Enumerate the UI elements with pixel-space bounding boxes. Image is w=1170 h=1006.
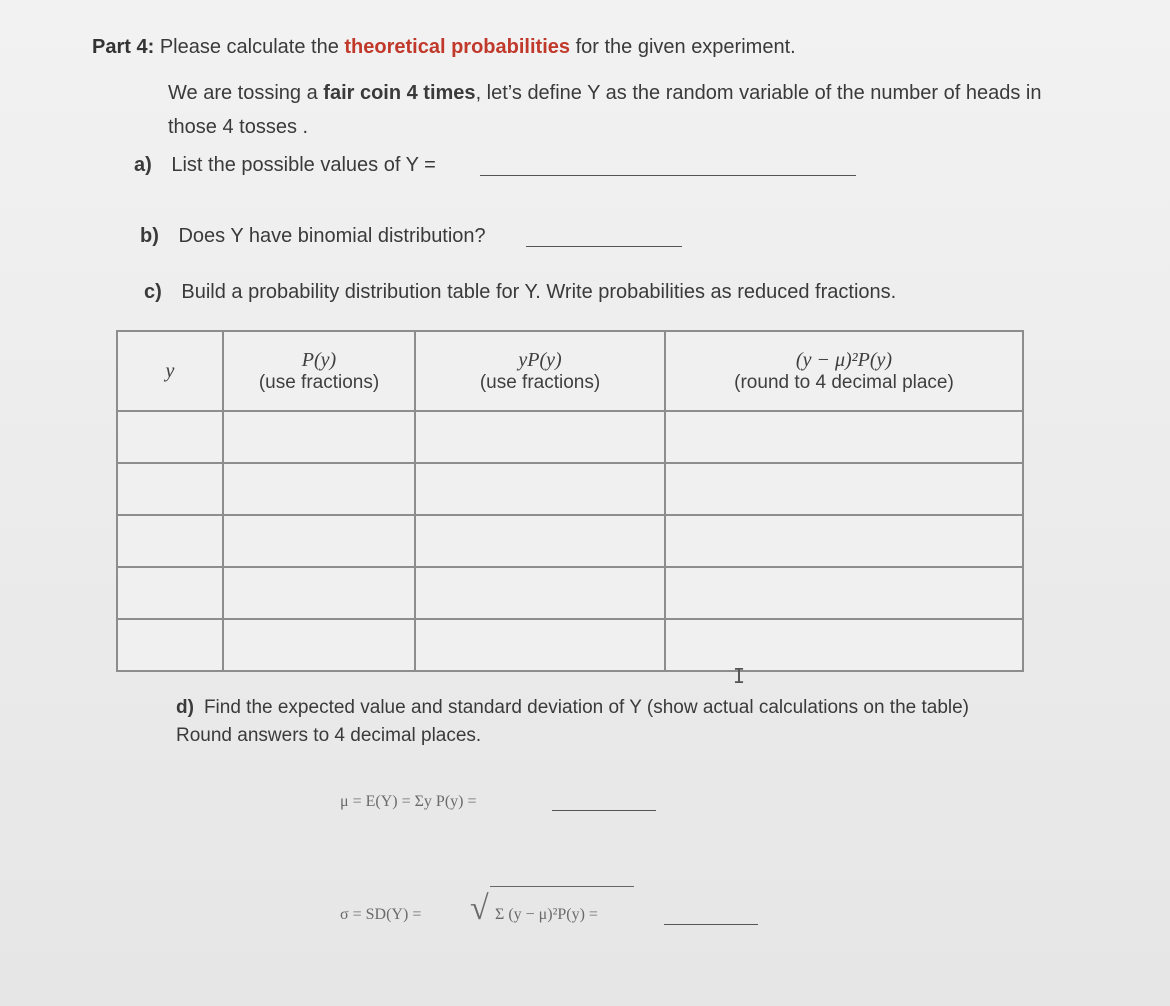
table-row xyxy=(117,619,1023,671)
intro-bold: fair coin 4 times xyxy=(323,82,476,104)
table-cell[interactable] xyxy=(665,411,1023,463)
sd-answer-blank[interactable] xyxy=(664,924,758,925)
question-c-label: c) xyxy=(144,281,162,303)
answer-a-blank[interactable] xyxy=(480,175,856,176)
table-cell[interactable] xyxy=(665,567,1023,619)
table-cell[interactable] xyxy=(117,515,223,567)
question-b-label: b) xyxy=(140,225,159,247)
sqrt-overbar xyxy=(490,886,634,887)
header-ypy xyxy=(415,331,665,411)
header-variance-formula: (y − μ)²P(y) xyxy=(795,348,893,371)
table-cell[interactable] xyxy=(415,567,665,619)
header-py-formula: P(y) xyxy=(301,348,337,371)
table-row xyxy=(117,463,1023,515)
table-row xyxy=(117,567,1023,619)
table-cell[interactable] xyxy=(223,567,415,619)
part-highlight: theoretical probabilities xyxy=(344,36,570,58)
table-cell[interactable] xyxy=(223,515,415,567)
table-cell[interactable] xyxy=(665,463,1023,515)
intro-text-2: , let’s define Y as the random variable of the number of heads in those 4 tosses . xyxy=(168,82,1042,138)
text-cursor-glyph: I xyxy=(733,664,746,688)
table-row xyxy=(117,411,1023,463)
table-cell[interactable] xyxy=(415,411,665,463)
table-cell[interactable] xyxy=(117,411,223,463)
probability-table xyxy=(116,330,1024,672)
question-d xyxy=(176,694,976,750)
table-row xyxy=(117,515,1023,567)
question-c xyxy=(144,281,896,304)
question-d-text: Find the expected value and standard deviation of Y (show actual calculations on the table) Round answers to 4 decimal places. xyxy=(176,697,970,746)
part-text-before: Please calculate the xyxy=(159,36,339,58)
mean-formula: μ = E(Y) = Σy P(y) = xyxy=(340,793,477,810)
header-y-formula: y xyxy=(165,359,175,382)
table-cell[interactable] xyxy=(117,463,223,515)
header-py-note: (use fractions) xyxy=(258,371,380,393)
question-b-text: Does Y have binomial distribution? xyxy=(178,225,486,247)
table-cell[interactable] xyxy=(117,567,223,619)
intro-paragraph xyxy=(168,76,1048,144)
header-py xyxy=(223,331,415,411)
question-a-text: List the possible values of Y = xyxy=(171,154,436,176)
table-cell[interactable] xyxy=(415,619,665,671)
table-cell[interactable] xyxy=(415,515,665,567)
part-heading xyxy=(92,36,796,59)
question-a-label: a) xyxy=(134,154,152,176)
sqrt-symbol: √ xyxy=(470,890,489,927)
header-variance-note: (round to 4 decimal place) xyxy=(734,371,954,393)
question-c-text: Build a probability distribution table for Y. Write probabilities as reduced fractions. xyxy=(181,281,897,303)
header-variance-term xyxy=(665,331,1023,411)
table-cell[interactable] xyxy=(415,463,665,515)
mean-answer-blank[interactable] xyxy=(552,810,656,811)
header-ypy-formula: yP(y) xyxy=(518,348,562,371)
table-cell[interactable] xyxy=(223,411,415,463)
header-ypy-note: (use fractions) xyxy=(479,371,601,393)
table-cell[interactable] xyxy=(665,515,1023,567)
table-cell[interactable] xyxy=(223,619,415,671)
table-cell[interactable] xyxy=(665,619,1023,671)
part-text-after: for the given experiment. xyxy=(575,36,796,58)
intro-text-1: We are tossing a xyxy=(168,82,318,104)
question-a xyxy=(134,154,436,177)
table-header-row xyxy=(117,331,1023,411)
part-label: Part 4: xyxy=(92,36,155,58)
question-b xyxy=(140,225,486,248)
header-y xyxy=(117,331,223,411)
answer-b-blank[interactable] xyxy=(526,246,682,247)
table-cell[interactable] xyxy=(117,619,223,671)
sd-formula-left: σ = SD(Y) = xyxy=(340,906,422,923)
question-d-label: d) xyxy=(176,697,194,718)
table-cell[interactable] xyxy=(223,463,415,515)
sd-formula-inner: Σ (y − μ)²P(y) = xyxy=(495,906,598,923)
